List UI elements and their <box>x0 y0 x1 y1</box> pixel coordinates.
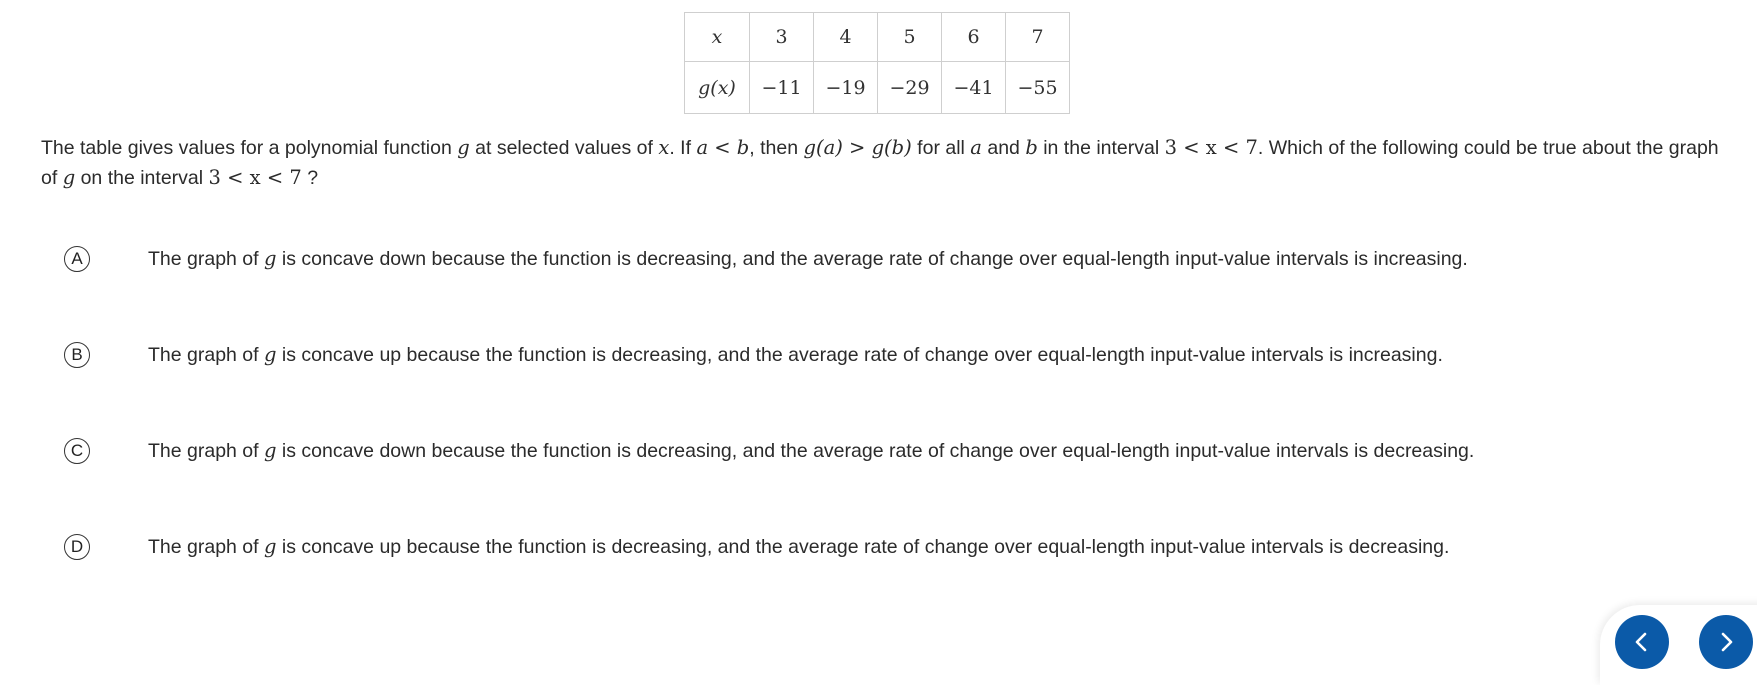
previous-button[interactable] <box>1615 615 1669 669</box>
table-cell: −29 <box>878 62 942 114</box>
choice-d-letter: D <box>64 534 90 560</box>
chevron-left-icon <box>1631 631 1653 653</box>
table-cell: 4 <box>814 13 878 62</box>
table-row-x <box>685 13 1070 62</box>
table-cell: 5 <box>878 13 942 62</box>
table-row-g <box>685 62 1070 114</box>
chevron-right-icon <box>1715 631 1737 653</box>
choice-b-text: The graph of g is concave up because the function is decreasing, and the average rate of change over equal-length input-value intervals is increasing. <box>148 343 1443 366</box>
next-button[interactable] <box>1699 615 1753 669</box>
choice-c-text: The graph of g is concave down because the function is decreasing, and the average rate of change over equal-length input-value intervals is decreasing. <box>148 439 1475 462</box>
table-cell: −19 <box>814 62 878 114</box>
choice-a-text: The graph of g is concave down because the function is decreasing, and the average rate of change over equal-length input-value intervals is increasing. <box>148 247 1468 270</box>
table-cell: 6 <box>942 13 1006 62</box>
values-table <box>684 12 1070 114</box>
table-cell: 7 <box>1006 13 1070 62</box>
choice-c-letter: C <box>64 438 90 464</box>
table-cell: 3 <box>750 13 814 62</box>
nav-area <box>1600 605 1757 685</box>
choice-a[interactable] <box>64 239 1468 279</box>
table-header-g: g(x) <box>685 62 750 114</box>
table-cell: −55 <box>1006 62 1070 114</box>
choice-a-letter: A <box>64 246 90 272</box>
choice-b-letter: B <box>64 342 90 368</box>
choice-d-text: The graph of g is concave up because the function is decreasing, and the average rate of change over equal-length input-value intervals is decreasing. <box>148 535 1450 558</box>
table-cell: −41 <box>942 62 1006 114</box>
choice-c[interactable] <box>64 431 1475 471</box>
choice-d[interactable] <box>64 527 1450 567</box>
question-text: The table gives values for a polynomial function g at selected values of x. If a < b, then g(a) > g(b) for all a and b in the interval 3 < x < 7. Which of the following could be true about the graph of g on the interval 3 < x < 7 ? <box>41 136 1719 189</box>
table-cell: −11 <box>750 62 814 114</box>
table-header-x: x <box>685 13 750 62</box>
choice-b[interactable] <box>64 335 1443 375</box>
